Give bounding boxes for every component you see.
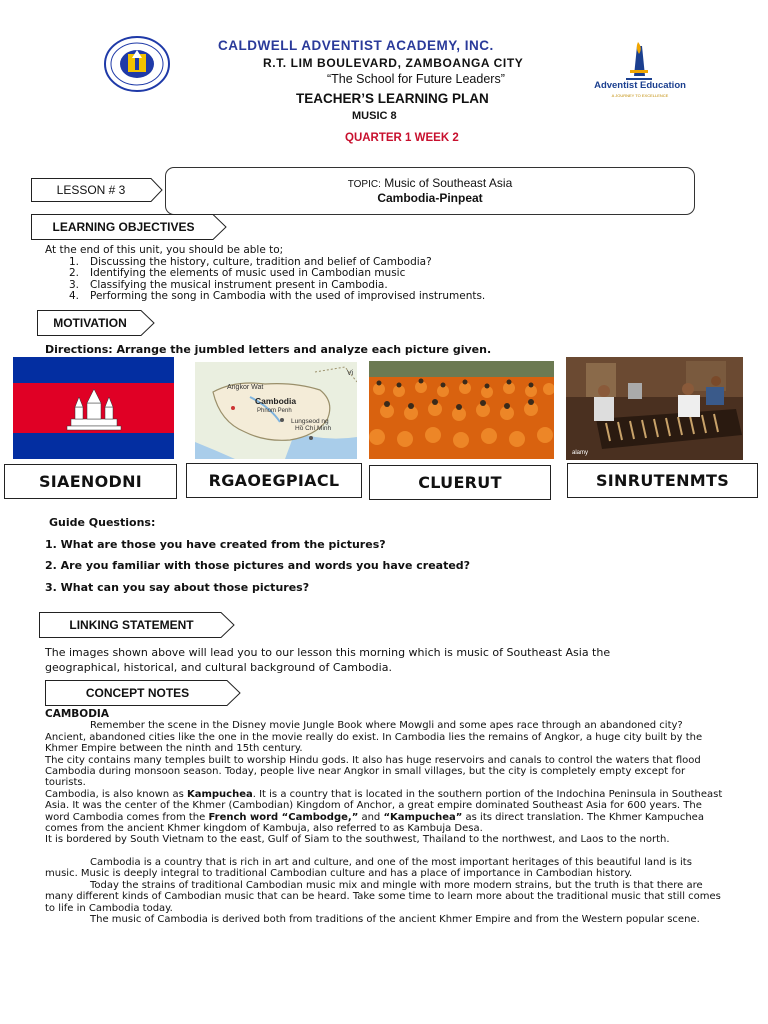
lesson-number-tag — [31, 178, 163, 202]
school-seal-logo — [104, 36, 170, 92]
quarter-label: QUARTER 1 WEEK 2 — [345, 132, 459, 144]
concept-paragraph: The city contains many temples built to worship Hindu gods. It also has huge reservoirs and canals to control the waters that flood Cambodia during monsoon season. Today, people live near Angkor in small villages, but the city is completely empty except for tourists. — [45, 754, 701, 789]
topic-label: TOPIC: — [347, 179, 381, 190]
concept-paragraph: Cambodia is a country that is rich in art and culture, and one of the most important heritages of this beautiful land is its music. Music is deeply integral to traditional Cambodian culture and has a place of importance in Cambodian history. — [45, 856, 692, 880]
school-address: R.T. LIM BOULEVARD, ZAMBOANGA CITY — [263, 56, 524, 70]
map-label-cambodia: Cambodia — [255, 396, 297, 406]
adventist-logo-tagline: A JOURNEY TO EXCELLENCE — [611, 93, 669, 98]
guide-question: 1. What are those you have created from the pictures? — [45, 538, 386, 551]
motivation-directions: Directions: Arrange the jumbled letters and analyze each picture given. — [45, 343, 492, 356]
concept-paragraph: It is bordered by South Vietnam to the east, Gulf of Siam to the southwest, Thailand to the northwest, and Laos to the north. — [45, 834, 670, 846]
map-label-vi: Vi — [347, 370, 354, 377]
objectives-section — [45, 245, 725, 303]
adventist-education-logo — [590, 40, 690, 102]
plan-title: TEACHER’S LEARNING PLAN — [296, 91, 489, 106]
subject-label: MUSIC 8 — [352, 110, 397, 122]
concept-subheading: CAMBODIA — [45, 708, 109, 720]
cambodia-flag-image — [13, 357, 174, 459]
map-label-ho-chi-minh: Hồ Chí Minh — [295, 425, 332, 432]
linking-statement-heading — [39, 612, 235, 636]
concept-notes-heading — [45, 680, 241, 704]
linking-statement-label: LINKING STATEMENT — [69, 618, 194, 632]
adventist-logo-text: Adventist Education — [594, 80, 686, 91]
map-label-phnom-penh: Phnom Penh — [257, 408, 292, 414]
lesson-number-label: LESSON # 3 — [56, 183, 126, 197]
jumbled-word-box: CLUERUT — [369, 465, 551, 500]
topic-box — [165, 167, 695, 215]
linking-line: The images shown above will lead you to our lesson this morning which is music of Southeast Asia the — [45, 646, 611, 659]
linking-line: geographical, historical, and cultural background of Cambodia. — [45, 661, 392, 674]
topic-title: Music of Southeast Asia — [384, 176, 513, 190]
culture-monks-image — [369, 361, 554, 459]
objective-item: 3. Classifying the musical instrument present in Cambodia. — [69, 278, 388, 291]
objective-item: 2. Identifying the elements of music used in Cambodian music — [69, 267, 406, 279]
topic-subtitle: Cambodia-Pinpeat — [377, 191, 483, 205]
objective-item: 4. Performing the song in Cambodia with the used of improvised instruments. — [69, 290, 486, 302]
map-label-angkor: Angkor Wat — [227, 384, 264, 391]
guide-questions-heading: Guide Questions: — [49, 516, 156, 529]
objectives-list — [45, 257, 725, 303]
photo-credit: alamy — [572, 450, 589, 456]
map-label-lungsod: Lungseod ng — [291, 418, 329, 425]
linking-statement-text — [45, 645, 745, 675]
concept-paragraph: Today the strains of traditional Cambodian music mix and mingle with more modern strains, but the truth is that there are many different kinds of Cambodian music that can be heard. Take some time to learn more about the traditional music that still comes to life in Cambodia today. — [45, 879, 721, 914]
concept-notes-label: CONCEPT NOTES — [85, 686, 190, 700]
cambodia-map-image — [195, 362, 357, 459]
school-motto: “The School for Future Leaders” — [327, 72, 505, 86]
school-name: CALDWELL ADVENTIST ACADEMY, INC. — [218, 38, 494, 53]
adventist-flame-icon — [590, 40, 690, 82]
jumbled-word-box: RGAOEGPIACL — [186, 463, 362, 498]
objectives-intro: At the end of this unit, you should be able to; — [45, 244, 284, 256]
concept-paragraph: Cambodia, is also known as Kampuchea. It is a country that is located in the southern portion of the Indochina Peninsula in Southeast Asia. It was the center of the Khmer (Cambodian) Kingdom of Anchor, a great empire dominated Southeast Asia for 600 years. The word Cambodia comes from the French word “Cambodge,” and “Kampuchea” as its direct translation. The Khmer Kampuchea comes from the ancient Khmer kingdom of Kambuja, also referred to as Kambuja Desa. — [45, 788, 723, 835]
jumbled-word-box: SIAENODNI — [4, 464, 177, 499]
guide-question: 2. Are you familiar with those pictures and words you have created? — [45, 559, 471, 572]
concept-paragraph: The music of Cambodia is derived both from traditions of the ancient Khmer Empire and from the Western popular scene. — [90, 913, 700, 925]
learning-objectives-heading — [31, 214, 227, 238]
motivation-heading — [37, 310, 155, 334]
learning-objectives-label: LEARNING OBJECTIVES — [52, 220, 195, 234]
instruments-musicians-image — [566, 357, 743, 460]
jumbled-word-box: SINRUTENMTS — [567, 463, 758, 498]
guide-question: 3. What can you say about those pictures? — [45, 581, 310, 594]
concept-paragraph: Remember the scene in the Disney movie Jungle Book where Mowgli and some apes race through an abandoned city? Ancient, abandoned cities like the one in the movie really do exist. In Cambodia lies the remains of Angkor, a huge city built by the Khmer Empire between the ninth and 15th century. — [45, 720, 703, 755]
objective-item: 1. Discussing the history, culture, tradition and belief of Cambodia? — [69, 255, 432, 268]
concept-notes-body — [45, 709, 725, 925]
motivation-label: MOTIVATION — [53, 316, 127, 330]
